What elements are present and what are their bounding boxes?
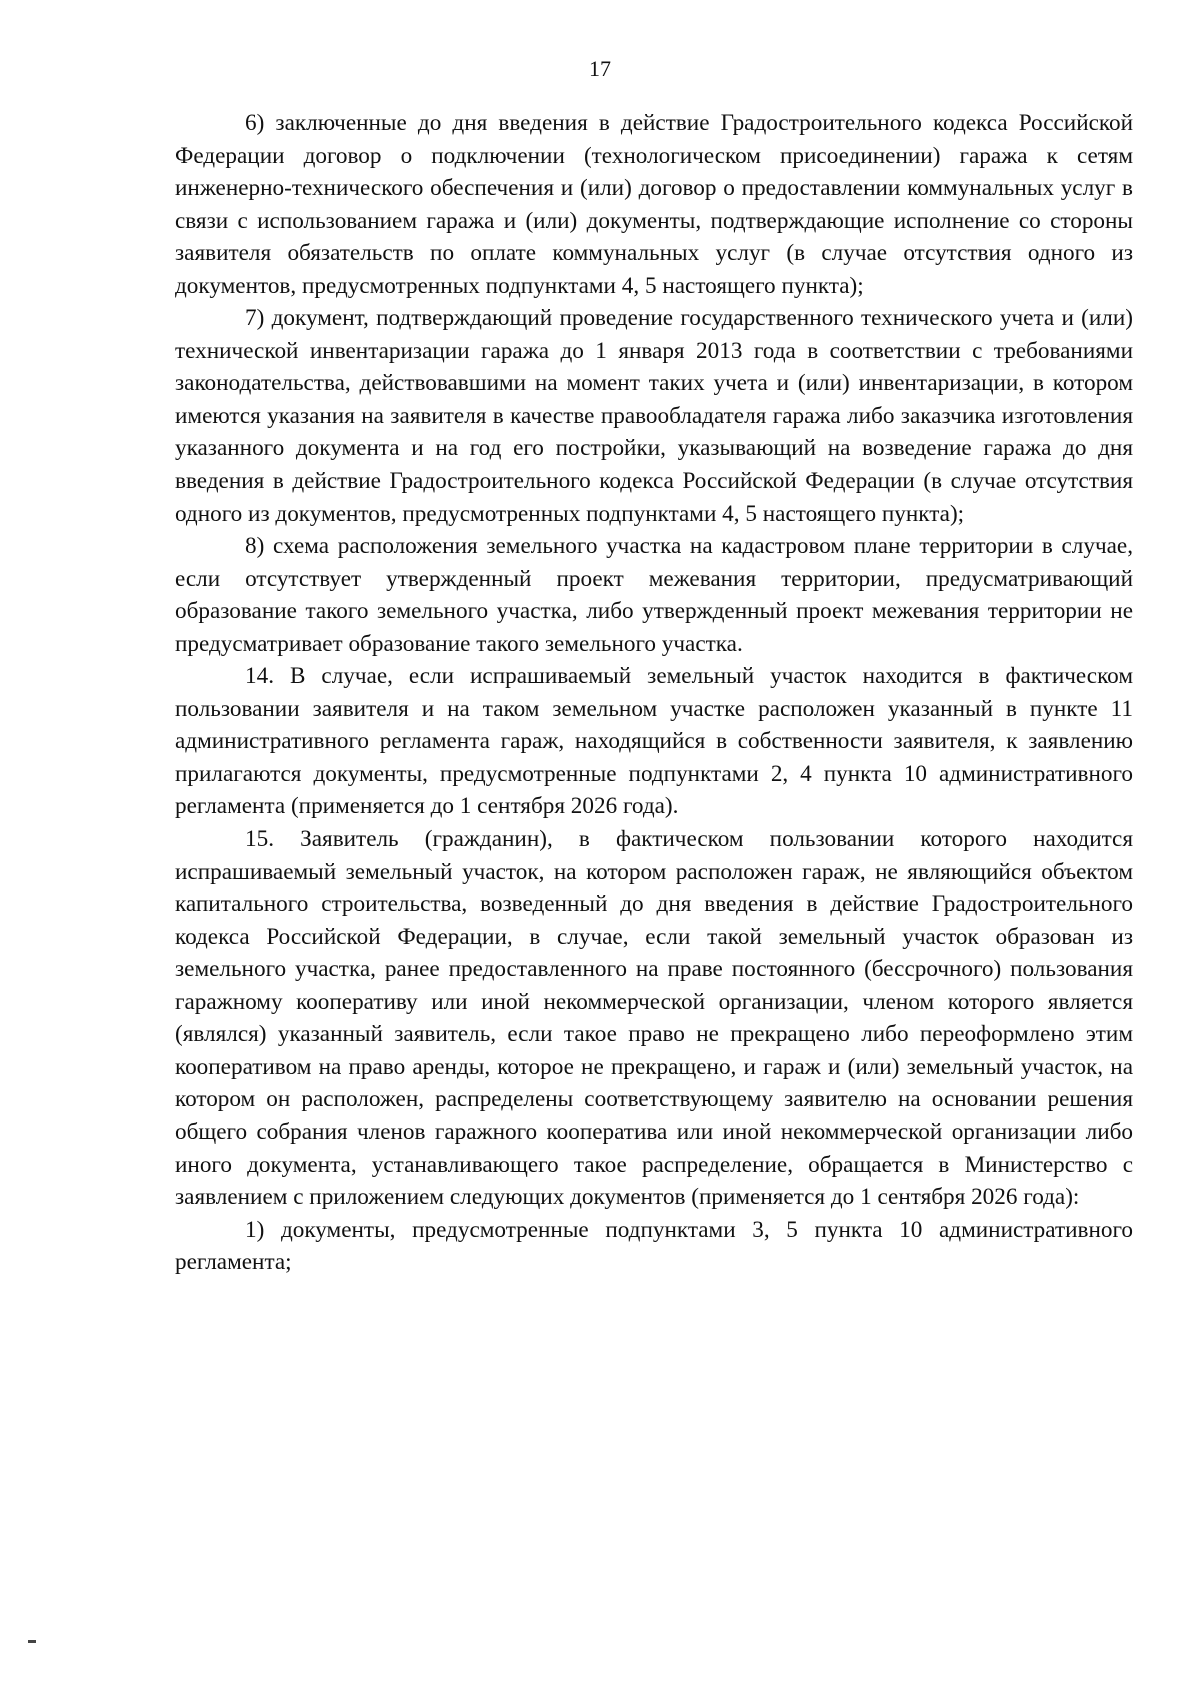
paragraph-item-8: 8) схема расположения земельного участка на кадастровом плане территории в случае, если отсутствует утвержденный проект межевания территории, предусматривающий образование такого земельного участка, либо утвержденный проект межевания территории не предусматривает образование такого земельного участка. [175,533,1133,657]
paragraph-clause-15: 15. Заявитель (гражданин), в фактическом пользовании которого находится испрашиваемый земельный участок, на котором расположен гараж, не являющийся объектом капитального строительства, возведенный до дня введения в действие Градостроительного кодекса Российской Федерации, в случае, если такой земельный участок образован из земельного участка, ранее предоставленного на праве постоянного (бессрочного) пользования гаражному кооперативу или иной некоммерческой организации, членом которого является (являлся) указанный заявитель, если такое право не прекращено либо переоформлено этим кооперативом на право аренды, которое не прекращено, и гараж и (или) земельный участок, на котором он расположен, распределены соответствующему заявителю на основании решения общего собрания членов гаражного кооператива или иной некоммерческой организации либо иного документа, устанавливающего такое распределение, обращается в Министерство с заявлением с приложением следующих документов (применяется до 1 сентября 2026 года): [175,826,1133,1211]
paragraph-item-6: 6) заключенные до дня введения в действие Градостроительного кодекса Российской Федерации договор о подключении (технологическом присоединении) гаража к сетям инженерно-технического обеспечения и (или) договор о предоставлении коммунальных услуг в связи с использованием гаража и (или) документы, подтверждающие исполнение со стороны заявителя обязательств по оплате коммунальных услуг (в случае отсутствия одного из документов, предусмотренных подпунктами 4, 5 настоящего пункта); [175,110,1133,299]
document-body [175,107,1133,1279]
paragraph-item-7: 7) документ, подтверждающий проведение государственного технического учета и (или) технической инвентаризации гаража до 1 января 2013 года в соответствии с требованиями законодательства, действовавшими на момент таких учета и (или) инвентаризации, в котором имеются указания на заявителя в качестве правообладателя гаража либо заказчика изготовления указанного документа и на год его постройки, указывающий на возведение гаража до дня введения в действие Градостроительного кодекса Российской Федерации (в случае отсутствия одного из документов, предусмотренных подпунктами 4, 5 настоящего пункта); [175,305,1133,527]
paragraph-clause-14: 14. В случае, если испрашиваемый земельный участок находится в фактическом пользовании заявителя и на таком земельном участке расположен указанный в пункте 11 административного регламента гараж, находящийся в собственности заявителя, к заявлению прилагаются документы, предусмотренные подпунктами 2, 4 пункта 10 административного регламента (применяется до 1 сентября 2026 года). [175,663,1133,820]
scan-artifact-mark [28,1640,36,1643]
page-number: 17 [589,56,611,81]
paragraph-clause-15-item-1: 1) документы, предусмотренные подпунктами 3, 5 пункта 10 административного регламента; [175,1216,1133,1276]
